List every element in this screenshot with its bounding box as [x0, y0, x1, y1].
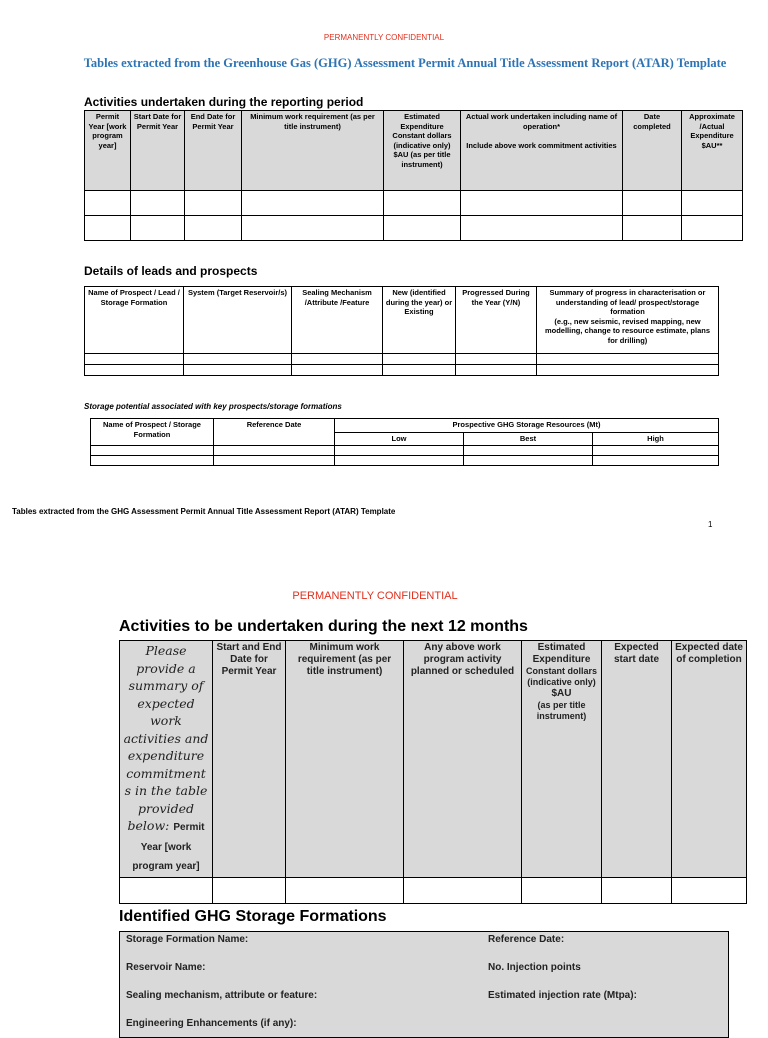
header-sealing: Sealing Mechanism /Attribute /Feature	[292, 287, 383, 354]
header-currency: $AU	[551, 688, 572, 699]
page-footer: Tables extracted from the GHG Assessment Permit Annual Title Assessment Report (ATAR) Template	[12, 507, 396, 516]
section-heading-next-12-months: Activities to be undertaken during the next 12 months	[119, 618, 528, 635]
header-summary-note: (e.g., new seismic, revised mapping, new modelling, change to resource estimate, plans for drilling)	[544, 316, 711, 345]
section-heading-storage-formations: Identified GHG Storage Formations	[119, 908, 387, 925]
header-actual-work-label: Actual work undertaken including name of operation*	[465, 112, 618, 131]
table-row	[85, 365, 719, 376]
header-progressed: Progressed During the Year (Y/N)	[456, 287, 537, 354]
header-low: Low	[335, 433, 464, 446]
table-row	[91, 455, 719, 465]
storage-potential-table	[90, 418, 719, 466]
header-expected-start: Expected start date	[602, 641, 672, 878]
table-row	[91, 445, 719, 455]
field-reservoir-name: Reservoir Name:	[126, 962, 206, 973]
header-actual-work	[461, 111, 623, 191]
confidential-label: PERMANENTLY CONFIDENTIAL	[323, 33, 445, 42]
header-min-work: Minimum work requirement (as per title instrument)	[242, 111, 384, 191]
header-summary	[537, 287, 719, 354]
field-injection-points: No. Injection points	[488, 962, 581, 973]
section-heading-storage-potential: Storage potential associated with key prospects/storage formations	[84, 402, 342, 411]
header-above-work: Any above work program activity planned or scheduled	[404, 641, 522, 878]
storage-formation-form	[119, 931, 729, 1038]
header-system: System (Target Reservoir/s)	[184, 287, 292, 354]
header-reference-date: Reference Date	[214, 419, 335, 446]
header-actual-work-note: Include above work commitment activities	[466, 141, 617, 150]
field-sealing-mechanism: Sealing mechanism, attribute or feature:	[126, 990, 318, 1001]
header-est-expenditure: Estimated Expenditure Constant dollars (indicative only) $AU (as per title instrument)	[384, 111, 461, 191]
field-injection-rate: Estimated injection rate (Mtpa):	[488, 990, 637, 1001]
header-date-completed: Date completed	[623, 111, 682, 191]
header-storage-name: Name of Prospect / Storage Formation	[91, 419, 214, 446]
header-high: High	[593, 433, 719, 446]
header-prospective-resources: Prospective GHG Storage Resources (Mt)	[335, 419, 719, 433]
table-row	[85, 354, 719, 365]
header-permit-year: Permit Year [work program year]	[85, 111, 131, 191]
table-row	[85, 191, 743, 216]
header-title-instrument: (as per title instrument)	[536, 700, 587, 721]
header-est-expenditure-2	[522, 641, 602, 878]
field-storage-formation-name: Storage Formation Name:	[126, 934, 249, 945]
table-row	[120, 877, 747, 903]
header-summary-label: Summary of progress in characterisation or understanding of lead/ prospect/storage formation	[549, 288, 706, 316]
header-permit-year-2: Permit Year [work program year]	[132, 822, 205, 872]
activities-table	[84, 110, 743, 241]
next-activities-table	[119, 640, 747, 904]
header-new-existing: New (identified during the year) or Existing	[383, 287, 456, 354]
field-engineering-enhancements: Engineering Enhancements (if any):	[126, 1018, 297, 1029]
confidential-label-page2: PERMANENTLY CONFIDENTIAL	[292, 590, 458, 602]
leads-table	[84, 286, 719, 376]
header-best: Best	[464, 433, 593, 446]
header-prospect-name: Name of Prospect / Lead / Storage Formation	[85, 287, 184, 354]
document-title: Tables extracted from the Greenhouse Gas (GHG) Assessment Permit Annual Title Assessment Report (ATAR) Template	[83, 56, 727, 70]
header-start-date: Start Date for Permit Year	[131, 111, 185, 191]
header-summary-instructions	[120, 641, 213, 878]
field-reference-date: Reference Date:	[488, 934, 565, 945]
header-start-end-date: Start and End Date for Permit Year	[213, 641, 286, 878]
header-constant-dollars: Constant dollars (indicative only)	[525, 666, 597, 687]
section-heading-leads: Details of leads and prospects	[84, 264, 258, 278]
section-heading-activities: Activities undertaken during the reporting period	[84, 95, 364, 109]
header-expected-completion: Expected date of completion	[672, 641, 747, 878]
header-est-exp-label: Estimated Expenditure	[532, 642, 591, 665]
header-min-work-2: Minimum work requirement (as per title instrument)	[286, 641, 404, 878]
page-number: 1	[708, 520, 713, 529]
instructions-text: Please provide a summary of expected work activities and expenditure commitment s in the table provided below:	[123, 643, 209, 833]
header-approx-expenditure: Approximate /Actual Expenditure $AU**	[682, 111, 743, 191]
table-row	[85, 216, 743, 241]
header-end-date: End Date for Permit Year	[185, 111, 242, 191]
